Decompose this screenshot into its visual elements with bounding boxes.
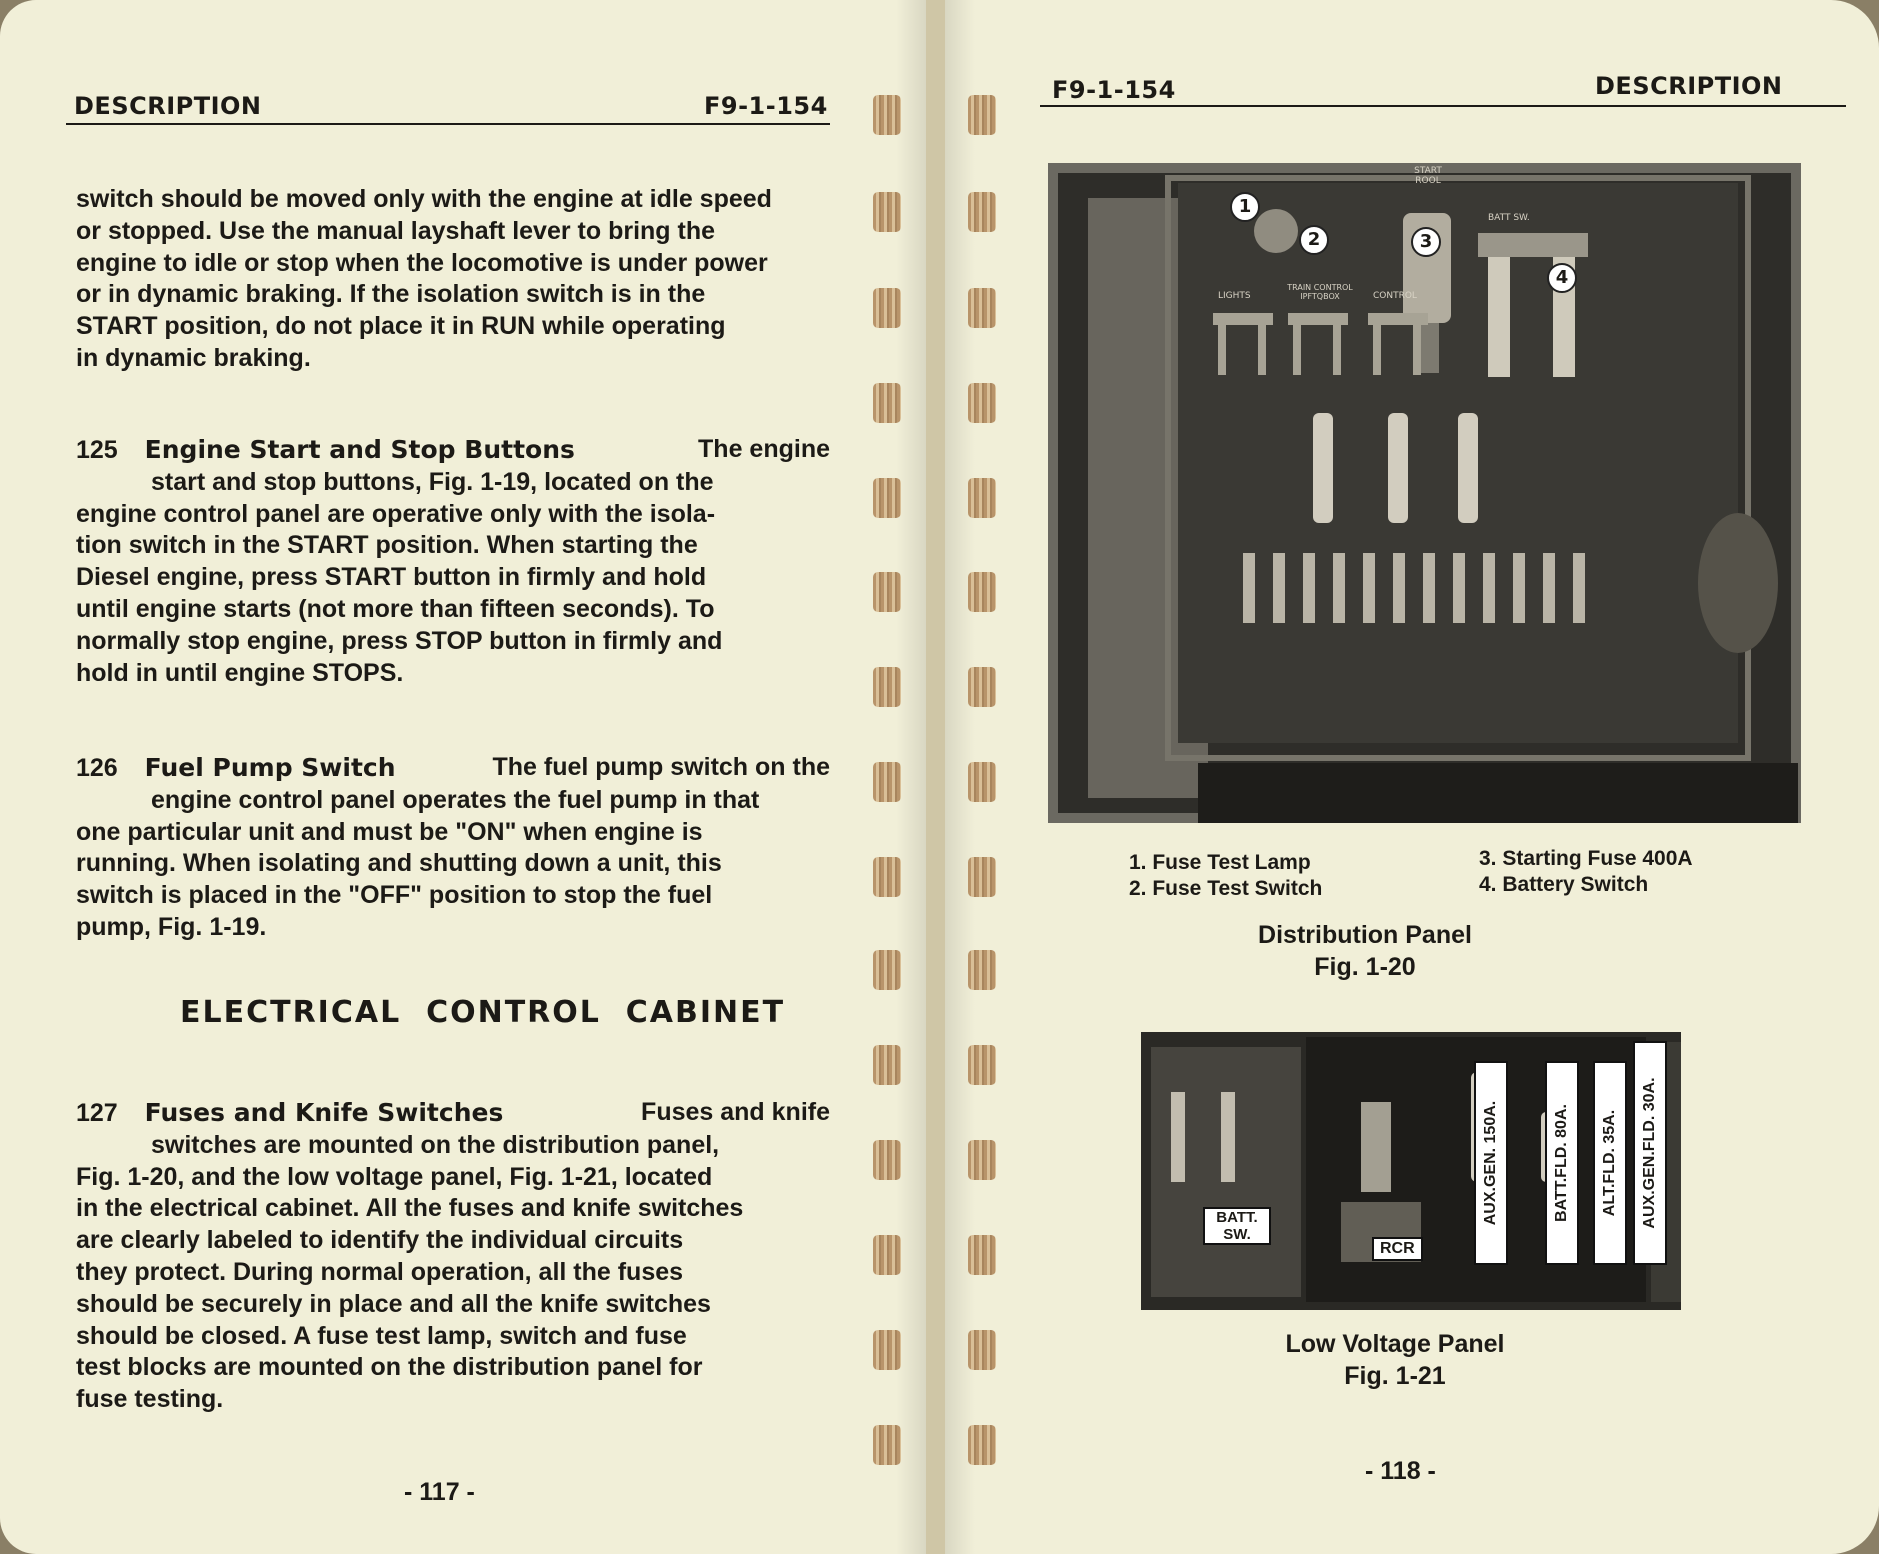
section-127: [76, 1097, 830, 1416]
binding-hole: [873, 667, 901, 707]
binding-hole: [873, 288, 901, 328]
callout-3: 3: [1411, 227, 1441, 257]
fig-1-20-title: Distribution Panel: [1258, 921, 1472, 949]
text-line: should be closed. A fuse test lamp, switch and fuse: [76, 1321, 687, 1350]
binding-hole: [873, 192, 901, 232]
section-title: Fuses and Knife Switches: [144, 1098, 504, 1127]
callout-1: 1: [1230, 192, 1260, 222]
callout-2: 2: [1299, 225, 1329, 255]
binding-hole: [968, 288, 996, 328]
callout-4: 4: [1547, 263, 1577, 293]
text-line: engine to idle or stop when the locomotive is under power: [76, 248, 768, 277]
panel-label-start: START ROOL: [1414, 166, 1442, 186]
text-line: should be securely in place and all the knife switches: [76, 1289, 711, 1318]
binding-hole: [873, 1045, 901, 1085]
binding-hole: [873, 95, 901, 135]
label-batt-fld: BATT.FLD. 80A.: [1545, 1061, 1579, 1265]
text-line: running. When isolating and shutting down a unit, this: [76, 849, 722, 878]
text-line: pump, Fig. 1-19.: [76, 912, 267, 941]
text-line: engine control panel operates the fuel pump in that: [151, 785, 760, 814]
label-aux-gen: AUX.GEN. 150A.: [1474, 1061, 1508, 1265]
text-line: one particular unit and must be "ON" when engine is: [76, 817, 703, 846]
binding-hole: [873, 1235, 901, 1275]
text-line: are clearly labeled to identify the individual circuits: [76, 1226, 684, 1255]
text-line: switch is placed in the "OFF" position to stop the fuel: [76, 881, 713, 910]
text-line: Fig. 1-20, and the low voltage panel, Fig. 1-21, located: [76, 1162, 713, 1191]
text-line: The fuel pump switch on the: [492, 753, 830, 781]
left-header-code: F9-1-154: [704, 92, 828, 120]
binding-hole: [968, 950, 996, 990]
binding-hole: [968, 383, 996, 423]
text-line: in the electrical cabinet. All the fuses and knife switches: [76, 1194, 744, 1223]
right-header-code: F9-1-154: [1052, 76, 1176, 104]
text-line: start and stop buttons, Fig. 1-19, located on the: [151, 467, 714, 496]
binding-hole: [968, 1330, 996, 1370]
text-line: switch should be moved only with the engine at idle speed: [76, 185, 772, 213]
binding-hole: [873, 478, 901, 518]
panel-label-control: CONTROL: [1373, 291, 1417, 301]
binding-hole: [968, 192, 996, 232]
binding-hole: [968, 857, 996, 897]
label-aux-gen-fld: AUX.GEN.FLD. 30A.: [1633, 1041, 1667, 1265]
panel-label-batt: BATT SW.: [1488, 213, 1530, 223]
right-header-title: DESCRIPTION: [1595, 72, 1783, 100]
text-line: fuse testing.: [76, 1385, 224, 1414]
text-line: tion switch in the START position. When starting the: [76, 531, 698, 560]
fig-1-21-title: Low Voltage Panel: [1285, 1330, 1505, 1358]
binding-strip: [926, 0, 945, 1554]
legend-item-4: 4. Battery Switch: [1479, 873, 1649, 896]
right-header-rule: [1040, 105, 1846, 107]
text-line: or stopped. Use the manual layshaft lever to bring the: [76, 216, 716, 245]
text-line: or in dynamic braking. If the isolation switch is in the: [76, 280, 706, 309]
binding-hole: [968, 762, 996, 802]
legend-item-3: 3. Starting Fuse 400A: [1479, 847, 1693, 870]
text-line: until engine starts (not more than fifteen seconds). To: [76, 594, 715, 623]
text-line: START position, do not place it in RUN while operating: [76, 312, 726, 341]
text-line: switches are mounted on the distribution panel,: [151, 1130, 720, 1159]
label-batt-sw: BATT. SW.: [1203, 1207, 1271, 1245]
left-header-title: DESCRIPTION: [74, 92, 262, 120]
label-rcr: RCR: [1372, 1237, 1423, 1261]
binding-hole: [968, 667, 996, 707]
distribution-panel-illustration: [1048, 163, 1801, 823]
section-title: Engine Start and Stop Buttons: [144, 435, 575, 464]
section-title: Fuel Pump Switch: [144, 753, 396, 782]
section-126: [76, 752, 830, 944]
binding-hole: [968, 478, 996, 518]
binding-hole: [968, 95, 996, 135]
binding-hole: [968, 1045, 996, 1085]
page-number-right: - 118 -: [1365, 1457, 1436, 1485]
binding-hole: [968, 1235, 996, 1275]
binding-hole: [873, 857, 901, 897]
legend-item-2: 2. Fuse Test Switch: [1129, 877, 1323, 900]
right-page: [945, 0, 1879, 1554]
binding-hole: [873, 1425, 901, 1465]
binding-hole: [873, 950, 901, 990]
section-125: [76, 434, 830, 689]
binding-hole: [873, 1140, 901, 1180]
section-heading: ELECTRICAL CONTROL CABINET: [180, 995, 786, 1030]
text-line: in dynamic braking.: [76, 343, 311, 372]
left-page: [0, 0, 926, 1554]
panel-label-lights: LIGHTS: [1218, 291, 1251, 301]
text-line: they protect. During normal operation, all the fuses: [76, 1257, 684, 1286]
text-line: hold in until engine STOPS.: [76, 658, 404, 687]
page-number-left: - 117 -: [404, 1478, 475, 1506]
binding-hole: [968, 1425, 996, 1465]
section-number: 127: [76, 1099, 118, 1127]
intro-paragraph: [76, 184, 830, 375]
label-alt-fld: ALT.FLD. 35A.: [1593, 1061, 1627, 1265]
distribution-panel-photo: [1048, 163, 1801, 823]
text-line: Fuses and knife: [641, 1098, 830, 1126]
text-line: The engine: [698, 435, 830, 463]
binding-hole: [873, 762, 901, 802]
left-header-rule: [66, 123, 830, 125]
binding-hole: [968, 572, 996, 612]
section-number: 126: [76, 754, 118, 782]
fig-1-21-number: Fig. 1-21: [1344, 1362, 1446, 1390]
text-line: normally stop engine, press STOP button in firmly and: [76, 626, 723, 655]
binding-hole: [873, 1330, 901, 1370]
section-number: 125: [76, 436, 118, 464]
fig-1-20-number: Fig. 1-20: [1314, 953, 1416, 981]
binding-hole: [873, 572, 901, 612]
text-line: engine control panel are operative only with the isola-: [76, 499, 716, 528]
text-line: Diesel engine, press START button in firmly and hold: [76, 563, 707, 592]
binding-hole: [873, 383, 901, 423]
binding-hole: [968, 1140, 996, 1180]
panel-label-train-control: TRAIN CONTROL IPFTQBOX: [1287, 283, 1353, 301]
legend-item-1: 1. Fuse Test Lamp: [1129, 851, 1311, 874]
text-line: test blocks are mounted on the distribution panel for: [76, 1353, 703, 1382]
low-voltage-panel-photo: [1141, 1032, 1681, 1310]
